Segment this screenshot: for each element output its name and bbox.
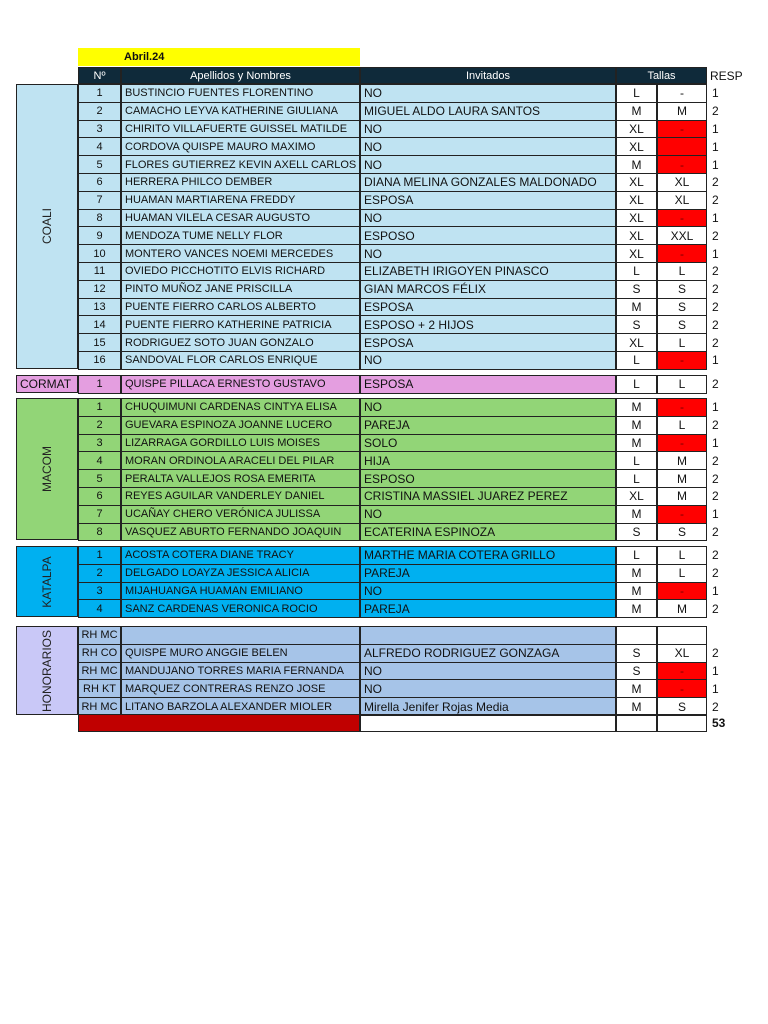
month-banner: Abril.24: [78, 48, 360, 66]
row-guest: ESPOSA: [360, 298, 616, 317]
row-employee-name: HUAMAN MARTIARENA FREDDY: [121, 191, 360, 210]
row-resp: 2: [712, 471, 719, 486]
row-number: 6: [78, 487, 121, 506]
row-size-employee: L: [616, 262, 657, 281]
row-size-guest: [657, 137, 707, 156]
row-number: 8: [78, 209, 121, 228]
header-number: Nº: [78, 67, 121, 84]
row-size-guest: XL: [657, 173, 707, 192]
row-size-guest: -: [657, 120, 707, 139]
row-number: RH MC: [78, 697, 121, 716]
row-resp: 1: [712, 663, 719, 678]
row-employee-name: MONTERO VANCES NOEMI MERCEDES: [121, 244, 360, 263]
row-employee-name: GUEVARA ESPINOZA JOANNE LUCERO: [121, 416, 360, 435]
row-resp: 2: [712, 282, 719, 297]
row-size-guest: L: [657, 416, 707, 435]
row-size-guest: L: [657, 564, 707, 583]
row-guest: ESPOSA: [360, 375, 616, 394]
row-size-guest: -: [657, 244, 707, 263]
row-number: 11: [78, 262, 121, 281]
row-number: RH KT: [78, 679, 121, 698]
row-resp: 2: [712, 566, 719, 581]
header-resp: RESP: [710, 68, 743, 83]
row-size-employee: S: [616, 280, 657, 299]
row-size-guest: -: [657, 505, 707, 524]
row-size-employee: M: [616, 582, 657, 601]
row-size-employee: M: [616, 697, 657, 716]
row-size-guest: S: [657, 315, 707, 334]
row-guest: Mirella Jenifer Rojas Media: [360, 697, 616, 716]
row-employee-name: SANDOVAL FLOR CARLOS ENRIQUE: [121, 351, 360, 370]
row-size-guest: M: [657, 451, 707, 470]
row-size-employee: L: [616, 451, 657, 470]
row-size-employee: M: [616, 416, 657, 435]
row-employee-name: CORDOVA QUISPE MAURO MAXIMO: [121, 137, 360, 156]
row-resp: 2: [712, 548, 719, 563]
group-label-text: KATALPA: [40, 555, 54, 608]
row-resp: 1: [712, 507, 719, 522]
row-guest: NO: [360, 209, 616, 228]
row-size-employee: L: [616, 469, 657, 488]
group-label-text: MACOM: [40, 446, 54, 493]
row-size-guest: M: [657, 469, 707, 488]
row-guest: PAREJA: [360, 416, 616, 435]
row-employee-name: ACOSTA COTERA DIANE TRACY: [121, 546, 360, 565]
row-size-guest: -: [657, 662, 707, 681]
row-number: RH CO: [78, 644, 121, 663]
row-number: 1: [78, 546, 121, 565]
row-number: 15: [78, 333, 121, 352]
row-number: 5: [78, 155, 121, 174]
row-size-employee: XL: [616, 120, 657, 139]
total-resp: 53: [712, 716, 726, 730]
row-number: 1: [78, 84, 121, 103]
row-employee-name: HUAMAN VILELA CESAR AUGUSTO: [121, 209, 360, 228]
row-number: 5: [78, 469, 121, 488]
row-employee-name: DELGADO LOAYZA JESSICA ALICIA: [121, 564, 360, 583]
row-guest: DIANA MELINA GONZALES MALDONADO: [360, 173, 616, 192]
total-empty-size1: [616, 714, 657, 732]
row-size-employee: [616, 626, 657, 645]
row-size-guest: XL: [657, 191, 707, 210]
row-guest: PAREJA: [360, 564, 616, 583]
row-size-employee: M: [616, 505, 657, 524]
group-label-text: COALI: [40, 208, 54, 245]
row-size-guest: M: [657, 487, 707, 506]
row-employee-name: LIZARRAGA GORDILLO LUIS MOISES: [121, 434, 360, 453]
row-size-guest: -: [657, 155, 707, 174]
row-number: 12: [78, 280, 121, 299]
row-employee-name: MIJAHUANGA HUAMAN EMILIANO: [121, 582, 360, 601]
row-size-employee: M: [616, 679, 657, 698]
row-employee-name: LITANO BARZOLA ALEXANDER MIOLER: [121, 697, 360, 716]
row-resp: 2: [712, 453, 719, 468]
row-resp: 2: [712, 317, 719, 332]
row-resp: 1: [712, 86, 719, 101]
row-employee-name: QUISPE PILLACA ERNESTO GUSTAVO: [121, 375, 360, 394]
row-number: 3: [78, 582, 121, 601]
row-size-guest: -: [657, 351, 707, 370]
row-size-guest: S: [657, 697, 707, 716]
row-resp: 2: [712, 264, 719, 279]
row-number: 8: [78, 523, 121, 542]
row-size-employee: XL: [616, 244, 657, 263]
row-resp: 2: [712, 524, 719, 539]
row-employee-name: HERRERA PHILCO DEMBER: [121, 173, 360, 192]
row-employee-name: PERALTA VALLEJOS ROSA EMERITA: [121, 469, 360, 488]
row-size-guest: L: [657, 546, 707, 565]
row-size-employee: M: [616, 398, 657, 417]
row-resp: 1: [712, 121, 719, 136]
total-bar: [78, 714, 360, 732]
row-number: 14: [78, 315, 121, 334]
row-guest: CRISTINA MASSIEL JUAREZ PEREZ: [360, 487, 616, 506]
row-employee-name: CHUQUIMUNI CARDENAS CINTYA ELISA: [121, 398, 360, 417]
row-guest: NO: [360, 398, 616, 417]
row-guest: PAREJA: [360, 599, 616, 618]
row-size-employee: XL: [616, 226, 657, 245]
row-resp: 1: [712, 353, 719, 368]
row-guest: NO: [360, 662, 616, 681]
row-size-employee: M: [616, 564, 657, 583]
row-size-employee: M: [616, 599, 657, 618]
row-size-employee: L: [616, 351, 657, 370]
row-guest: GIAN MARCOS FÉLIX: [360, 280, 616, 299]
row-guest: ESPOSA: [360, 191, 616, 210]
row-employee-name: PUENTE FIERRO CARLOS ALBERTO: [121, 298, 360, 317]
row-resp: 2: [712, 193, 719, 208]
row-employee-name: MORAN ORDINOLA ARACELI DEL PILAR: [121, 451, 360, 470]
row-resp: 1: [712, 246, 719, 261]
row-size-employee: XL: [616, 173, 657, 192]
row-size-employee: S: [616, 523, 657, 542]
row-guest: ALFREDO RODRIGUEZ GONZAGA: [360, 644, 616, 663]
row-resp: 1: [712, 435, 719, 450]
row-size-employee: M: [616, 155, 657, 174]
row-number: 6: [78, 173, 121, 192]
row-size-employee: XL: [616, 209, 657, 228]
row-size-employee: XL: [616, 137, 657, 156]
row-guest: MIGUEL ALDO LAURA SANTOS: [360, 102, 616, 121]
row-employee-name: SANZ CARDENAS VERONICA ROCIO: [121, 599, 360, 618]
row-employee-name: MARQUEZ CONTRERAS RENZO JOSE: [121, 679, 360, 698]
header-guests: Invitados: [360, 67, 616, 84]
row-guest: NO: [360, 351, 616, 370]
row-resp: 1: [712, 157, 719, 172]
row-guest: NO: [360, 120, 616, 139]
row-number: 2: [78, 416, 121, 435]
row-number: 2: [78, 102, 121, 121]
row-guest: NO: [360, 679, 616, 698]
row-size-guest: -: [657, 84, 707, 103]
row-size-guest: -: [657, 209, 707, 228]
row-employee-name: OVIEDO PICCHOTITO ELVIS RICHARD: [121, 262, 360, 281]
row-employee-name: UCAÑAY CHERO VERÓNICA JULISSA: [121, 505, 360, 524]
row-size-employee: M: [616, 434, 657, 453]
row-resp: 2: [712, 299, 719, 314]
total-empty-size2: [657, 714, 707, 732]
row-size-employee: XL: [616, 487, 657, 506]
row-number: RH MC: [78, 662, 121, 681]
row-guest: NO: [360, 244, 616, 263]
row-employee-name: RODRIGUEZ SOTO JUAN GONZALO: [121, 333, 360, 352]
row-size-guest: XL: [657, 644, 707, 663]
row-size-guest: -: [657, 679, 707, 698]
row-guest: ESPOSO + 2 HIJOS: [360, 315, 616, 334]
row-resp: 2: [712, 646, 719, 661]
row-size-guest: -: [657, 398, 707, 417]
row-guest: NO: [360, 137, 616, 156]
row-size-guest: -: [657, 582, 707, 601]
row-employee-name: BUSTINCIO FUENTES FLORENTINO: [121, 84, 360, 103]
row-employee-name: QUISPE MURO ANGGIE BELEN: [121, 644, 360, 663]
row-size-employee: M: [616, 298, 657, 317]
row-resp: 2: [712, 377, 719, 392]
row-guest: NO: [360, 505, 616, 524]
row-number: 4: [78, 137, 121, 156]
row-guest: NO: [360, 155, 616, 174]
row-guest: ELIZABETH IRIGOYEN PINASCO: [360, 262, 616, 281]
row-resp: 2: [712, 489, 719, 504]
group-label-text: CORMAT: [20, 376, 72, 391]
row-employee-name: [121, 626, 360, 645]
group-label-text: HONORARIOS: [40, 629, 54, 712]
row-employee-name: CAMACHO LEYVA KATHERINE GIULIANA: [121, 102, 360, 121]
row-size-guest: XXL: [657, 226, 707, 245]
header-sizes: Tallas: [616, 67, 707, 84]
row-guest: NO: [360, 84, 616, 103]
row-size-guest: S: [657, 523, 707, 542]
row-guest: SOLO: [360, 434, 616, 453]
row-size-guest: L: [657, 333, 707, 352]
row-size-guest: M: [657, 599, 707, 618]
row-number: 3: [78, 120, 121, 139]
row-size-guest: L: [657, 375, 707, 394]
row-number: 10: [78, 244, 121, 263]
row-size-employee: S: [616, 315, 657, 334]
row-resp: 2: [712, 335, 719, 350]
row-size-employee: L: [616, 375, 657, 394]
total-empty-guest: [360, 714, 616, 732]
row-size-guest: -: [657, 434, 707, 453]
row-resp: 1: [712, 400, 719, 415]
row-number: 4: [78, 599, 121, 618]
row-guest: ESPOSO: [360, 226, 616, 245]
row-resp: 2: [712, 104, 719, 119]
row-guest: [360, 626, 616, 645]
row-resp: 2: [712, 228, 719, 243]
row-employee-name: MANDUJANO TORRES MARIA FERNANDA: [121, 662, 360, 681]
row-employee-name: REYES AGUILAR VANDERLEY DANIEL: [121, 487, 360, 506]
row-number: 7: [78, 505, 121, 524]
row-resp: 1: [712, 681, 719, 696]
row-resp: 2: [712, 601, 719, 616]
row-number: 2: [78, 564, 121, 583]
row-size-employee: XL: [616, 333, 657, 352]
row-resp: 2: [712, 175, 719, 190]
row-guest: NO: [360, 582, 616, 601]
row-number: RH MC: [78, 626, 121, 645]
row-guest: MARTHE MARIA COTERA GRILLO: [360, 546, 616, 565]
row-employee-name: MENDOZA TUME NELLY FLOR: [121, 226, 360, 245]
row-guest: ESPOSA: [360, 333, 616, 352]
row-resp: [709, 626, 755, 645]
row-employee-name: PUENTE FIERRO KATHERINE PATRICIA: [121, 315, 360, 334]
header-name: Apellidos y Nombres: [121, 67, 360, 84]
row-size-guest: M: [657, 102, 707, 121]
row-resp: 1: [712, 210, 719, 225]
row-size-employee: L: [616, 84, 657, 103]
row-number: 7: [78, 191, 121, 210]
row-number: 1: [78, 398, 121, 417]
row-employee-name: CHIRITO VILLAFUERTE GUISSEL MATILDE: [121, 120, 360, 139]
row-number: 13: [78, 298, 121, 317]
row-size-guest: S: [657, 280, 707, 299]
row-number: 1: [78, 375, 121, 394]
row-size-employee: L: [616, 546, 657, 565]
row-resp: 2: [712, 699, 719, 714]
row-size-employee: S: [616, 662, 657, 681]
row-size-guest: L: [657, 262, 707, 281]
row-number: 4: [78, 451, 121, 470]
row-employee-name: FLORES GUTIERREZ KEVIN AXELL CARLOS: [121, 155, 360, 174]
row-number: 3: [78, 434, 121, 453]
row-size-employee: M: [616, 102, 657, 121]
row-guest: ESPOSO: [360, 469, 616, 488]
row-size-employee: XL: [616, 191, 657, 210]
row-size-employee: S: [616, 644, 657, 663]
row-number: 9: [78, 226, 121, 245]
row-size-guest: [657, 626, 707, 645]
row-resp: 1: [712, 139, 719, 154]
row-employee-name: VASQUEZ ABURTO FERNANDO JOAQUIN: [121, 523, 360, 542]
row-guest: ECATERINA ESPINOZA: [360, 523, 616, 542]
row-size-guest: S: [657, 298, 707, 317]
row-number: 16: [78, 351, 121, 370]
row-guest: HIJA: [360, 451, 616, 470]
row-employee-name: PINTO MUÑOZ JANE PRISCILLA: [121, 280, 360, 299]
row-resp: 2: [712, 418, 719, 433]
row-resp: 1: [712, 583, 719, 598]
